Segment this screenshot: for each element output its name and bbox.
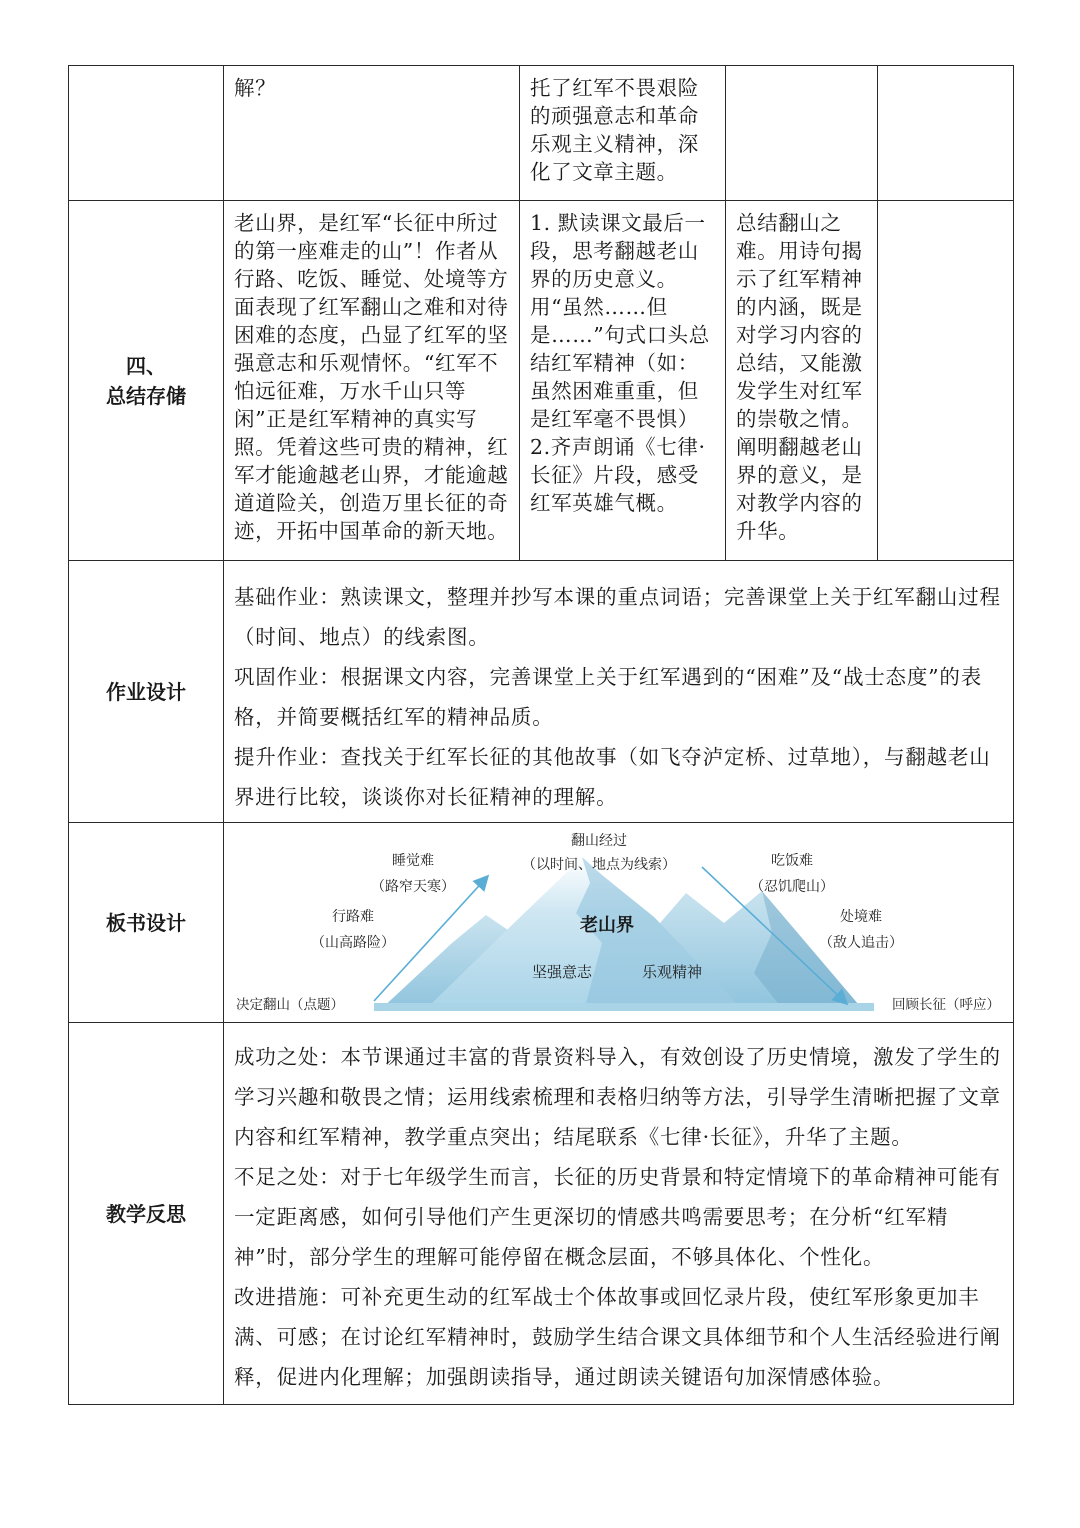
summary-label: 四、 总结存储 xyxy=(69,201,224,561)
continued-label-cell xyxy=(69,66,224,201)
summary-content: 老山界，是红军“长征中所过的第一座难走的山”！作者从行路、吃饭、睡觉、处境等方面表现了红军翻山之难和对待困难的态度，凸显了红军的坚强意志和乐观情怀。“红军不怕远征难，万水千山只等闲”正是红军精神的真实写照。凭着这些可贵的精神，红军才能逾越老山界，才能逾越道道险关，创造万里长征的奇迹，开拓中国革命的新天地。 xyxy=(234,211,509,543)
reflection-content-cell xyxy=(224,1023,1014,1405)
homework-content-cell xyxy=(224,561,1014,823)
summary-activity-cell xyxy=(520,201,726,561)
eat-label-1: 吃饭难 xyxy=(771,853,813,869)
board-diagram xyxy=(224,823,1013,1021)
continued-activity-cell: 托了红军不畏艰险的顽强意志和革命乐观主义精神，深化了文章主题。 xyxy=(520,66,726,201)
summary-intent-cell xyxy=(726,201,878,561)
summary-row xyxy=(69,201,1014,561)
mountain-board-svg xyxy=(224,823,1013,1021)
homework-content xyxy=(224,561,1013,817)
situation-label-1: 处境难 xyxy=(840,909,882,925)
optimism-label: 乐观精神 xyxy=(641,963,703,981)
reflection-success: 成功之处：本节课通过丰富的背景资料导入，有效创设了历史情境，激发了学生的学习兴趣和敬畏之情；运用线索梳理和表格归纳等方法，引导学生清晰把握了文章内容和红军精神，教学重点突出；结尾联系《七律·长征》，升华了主题。 xyxy=(234,1045,1001,1149)
mountain-base xyxy=(374,1003,874,1011)
homework-advanced: 提升作业：查找关于红军长征的其他故事（如飞夺泸定桥、过草地），与翻越老山界进行比较，谈谈你对长征精神的理解。 xyxy=(234,745,991,809)
reflection-improvement: 改进措施：可补充更生动的红军战士个体故事或回忆录片段，使红军形象更加丰满、可感；在讨论红军精神时，鼓励学生结合课文具体细节和个人生活经验进行阐释，促进内化理解；加强朗读指导，通过朗读关键语句加深情感体验。 xyxy=(234,1285,1001,1389)
summary-content-cell xyxy=(224,201,520,561)
homework-row xyxy=(69,561,1014,823)
situation-label-2: （敌人追击） xyxy=(819,935,903,951)
board-label: 板书设计 xyxy=(69,823,224,1023)
walk-label-2: （山高路险） xyxy=(311,935,395,951)
summary-note-cell xyxy=(878,201,1014,561)
top-label-1: 翻山经过 xyxy=(571,833,627,849)
reflection-shortcoming: 不足之处：对于七年级学生而言，长征的历史背景和特定情境下的革命精神可能有一定距离感，如何引导他们产生更深切的情感共鸣需要思考；在分析“红军精神”时，部分学生的理解可能停留在概念层面，不够具体化、个性化。 xyxy=(234,1165,1001,1269)
homework-basic: 基础作业：熟读课文，整理并抄写本课的重点词语；完善课堂上关于红军翻山过程（时间、地点）的线索图。 xyxy=(234,585,1001,649)
lesson-plan-table xyxy=(68,65,1014,1405)
top-label-2: （以时间、地点为线索） xyxy=(522,857,676,873)
sleep-label-1: 睡觉难 xyxy=(392,853,434,869)
reflection-content xyxy=(224,1023,1013,1397)
sleep-label-2: （路窄天寒） xyxy=(371,879,455,895)
end-label: 回顾长征（呼应） xyxy=(892,997,1000,1013)
board-row xyxy=(69,823,1014,1023)
summary-intent: 总结翻山之难。用诗句揭示了红军精神的内涵，既是对学习内容的总结，又能激发学生对红军的崇敬之情。阐明翻越老山界的意义，是对教学内容的升华。 xyxy=(736,211,863,543)
start-label: 决定翻山（点题） xyxy=(236,997,344,1013)
homework-consolidate: 巩固作业：根据课文内容，完善课堂上关于红军遇到的“困难”及“战士态度”的表格，并简要概括红军的精神品质。 xyxy=(234,665,983,729)
continued-content-cell: 解？ xyxy=(224,66,520,201)
reflection-row xyxy=(69,1023,1014,1405)
will-label: 坚强意志 xyxy=(531,963,593,981)
continued-intent-cell xyxy=(726,66,878,201)
center-label: 老山界 xyxy=(580,915,634,936)
continued-row xyxy=(69,66,1014,201)
summary-activities: 1. 默读课文最后一段，思考翻越老山界的历史意义。 用“虽然……但是……”句式口头总结红军精神（如：虽然困难重重，但是红军毫不畏惧） 2.齐声朗诵《七律·长征》片段，感受红军英雄气概。 xyxy=(530,211,710,515)
board-design-cell xyxy=(224,823,1014,1023)
reflection-label: 教学反思 xyxy=(69,1023,224,1405)
homework-label: 作业设计 xyxy=(69,561,224,823)
walk-label-1: 行路难 xyxy=(332,909,374,925)
eat-label-2: （忍饥爬山） xyxy=(750,879,834,895)
continued-note-cell xyxy=(878,66,1014,201)
